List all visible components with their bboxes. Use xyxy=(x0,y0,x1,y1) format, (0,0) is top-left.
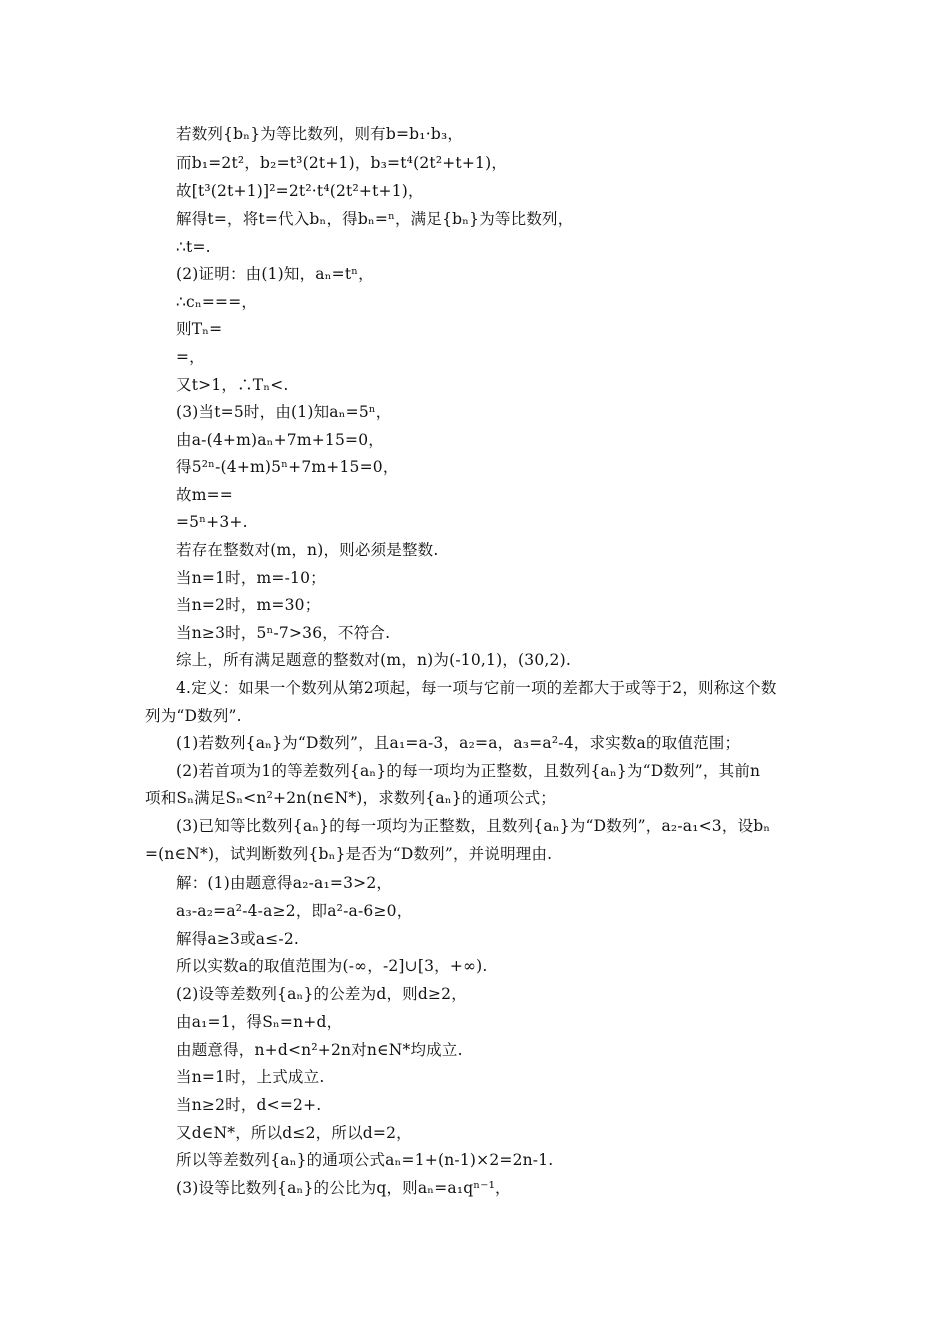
text-line: (2)设等差数列{aₙ}的公差为d，则d≥2， xyxy=(176,985,467,1003)
text-line: 若存在整数对(m，n)，则必须是整数. xyxy=(176,541,439,559)
text-line: 则Tₙ= xyxy=(176,320,223,338)
text-line: 当n=1时，m=-10； xyxy=(176,569,326,587)
text-line: (3)已知等比数列{aₙ}的每一项均为正整数，且数列{aₙ}为“D数列”，a₂-a₁<3，设bₙ xyxy=(176,817,771,835)
text-line: 当n=1时，上式成立. xyxy=(176,1068,325,1086)
text-line: =5ⁿ+3+. xyxy=(176,513,248,531)
text-line: ∴t=. xyxy=(176,238,211,256)
text-line: 当n≥2时，d<=2+. xyxy=(176,1096,322,1114)
text-line: 列为“D数列”. xyxy=(145,707,242,725)
text-line: 又d∈N*，所以d≤2，所以d=2， xyxy=(176,1124,412,1142)
text-line: 由a-(4+m)aₙ+7m+15=0， xyxy=(176,431,384,449)
text-line: 而b₁=2t²，b₂=t³(2t+1)，b₃=t⁴(2t²+t+1)， xyxy=(176,154,508,172)
text-line: 得5²ⁿ-(4+m)5ⁿ+7m+15=0， xyxy=(176,458,399,476)
text-line: 当n=2时，m=30； xyxy=(176,596,321,614)
text-line: 所以实数a的取值范围为(-∞，-2]∪[3，+∞). xyxy=(176,957,488,975)
text-line: 解：(1)由题意得a₂-a₁=3>2， xyxy=(176,874,393,892)
text-line: (2)证明：由(1)知，aₙ=tⁿ， xyxy=(176,265,374,283)
text-line: (3)当t=5时，由(1)知aₙ=5ⁿ， xyxy=(176,403,392,421)
text-line: (2)若首项为1的等差数列{aₙ}的每一项均为正整数，且数列{aₙ}为“D数列”，其前n xyxy=(176,762,761,780)
text-line: a₃-a₂=a²-4-a≥2，即a²-a-6≥0， xyxy=(176,902,413,920)
text-line: 由题意得，n+d<n²+2n对n∈N*均成立. xyxy=(176,1041,463,1059)
text-line: 综上，所有满足题意的整数对(m，n)为(-10,1)，(30,2). xyxy=(176,651,571,669)
text-line: 由a₁=1，得Sₙ=n+d， xyxy=(176,1013,343,1031)
text-line: =， xyxy=(176,348,205,366)
problem-heading: 4.定义：如果一个数列从第2项起，每一项与它前一项的差都大于或等于2，则称这个数 xyxy=(176,679,777,697)
text-line: 项和Sₙ满足Sₙ<n²+2n(n∈N*)，求数列{aₙ}的通项公式； xyxy=(145,789,556,807)
text-line: 又t>1，∴Tₙ<. xyxy=(176,376,289,394)
text-line: (3)设等比数列{aₙ}的公比为q，则aₙ=a₁qⁿ⁻¹， xyxy=(176,1179,511,1197)
text-line: 解得t=，将t=代入bₙ，得bₙ=ⁿ，满足{bₙ}为等比数列， xyxy=(176,210,574,228)
text-line: 解得a≥3或a≤-2. xyxy=(176,930,300,948)
text-line: 所以等差数列{aₙ}的通项公式aₙ=1+(n-1)×2=2n-1. xyxy=(176,1151,554,1169)
text-line: =(n∈N*)，试判断数列{bₙ}是否为“D数列”，并说明理由. xyxy=(145,845,553,863)
text-line: 故[t³(2t+1)]²=2t²·t⁴(2t²+t+1)， xyxy=(176,182,424,200)
text-line: 当n≥3时，5ⁿ-7>36，不符合. xyxy=(176,624,391,642)
text-line: ∴cₙ===， xyxy=(176,293,258,311)
text-line: 若数列{bₙ}为等比数列，则有b=b₁·b₃， xyxy=(176,125,464,143)
text-line: (1)若数列{aₙ}为“D数列”，且a₁=a-3，a₂=a，a₃=a²-4，求实数a的取值范围； xyxy=(176,734,741,752)
text-line: 故m== xyxy=(176,486,233,504)
